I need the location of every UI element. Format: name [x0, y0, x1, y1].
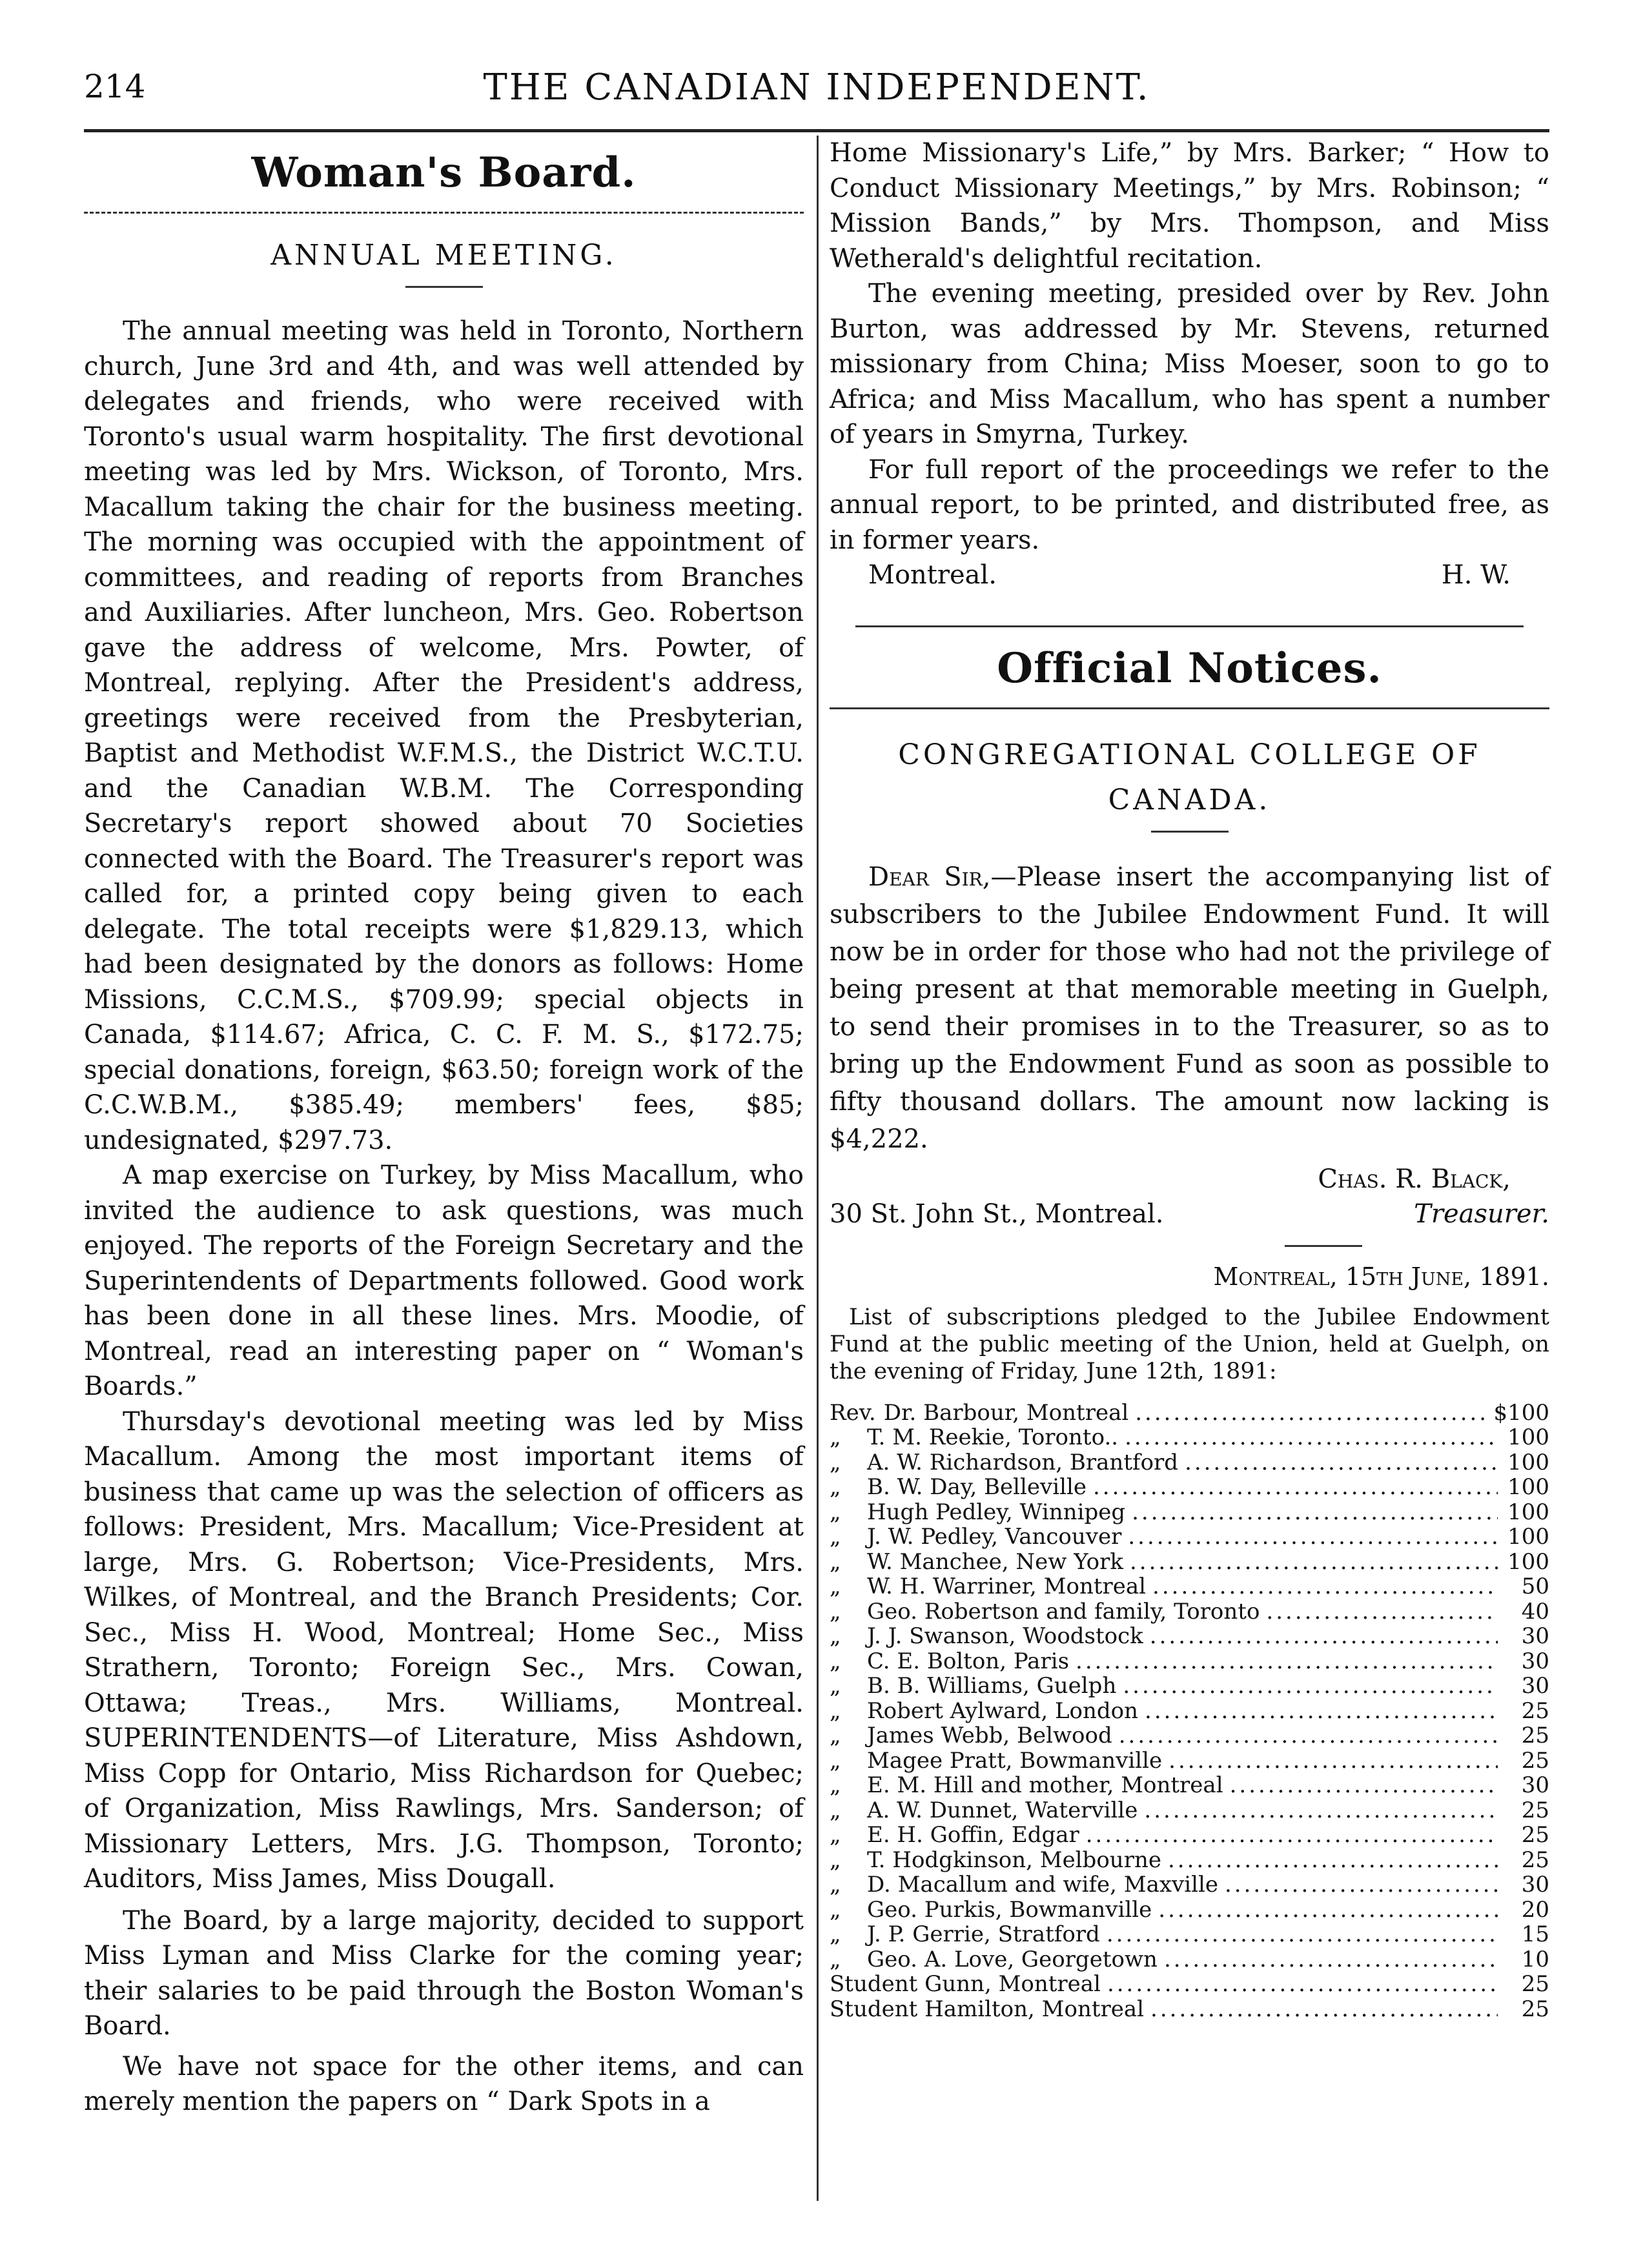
subscriber-name [830, 1524, 1121, 1550]
subscription-amount: 25 [1521, 1747, 1549, 1774]
subscription-list [830, 1401, 1549, 2022]
article-paragraph: For full report of the proceedings we refer to the annual report, to be printed, and distributed free, as in former years. [830, 454, 1549, 555]
subscriber-text: Geo. Purkis, Bowmanville [867, 1896, 1152, 1923]
subscription-amount: 50 [1521, 1574, 1549, 1599]
subscription-amount: 15 [1521, 1921, 1549, 1947]
subscriber-prefix: „ [830, 1449, 841, 1475]
subscription-row [830, 1947, 1549, 1972]
subscriber-prefix: „ [830, 1574, 841, 1599]
subscription-row [830, 1524, 1549, 1550]
subscription-row [830, 1798, 1549, 1823]
subscriber-text: Student Gunn, Montreal [830, 1971, 1101, 1997]
leader-dots [1266, 1599, 1498, 1625]
subscriber-text: Robert Aylward, London [867, 1697, 1139, 1724]
leader-dots [1168, 1748, 1498, 1774]
subscriber-text: T. M. Reekie, Toronto.. [867, 1424, 1119, 1450]
subscription-row [830, 1748, 1549, 1774]
subscriber-name [830, 1649, 1069, 1674]
leader-dots [1076, 1649, 1498, 1674]
subscription-row [830, 1649, 1549, 1674]
subscriber-text: J. P. Gerrie, Stratford [867, 1921, 1100, 1947]
subscriber-name [830, 1898, 1152, 1923]
subscription-row [830, 1997, 1549, 2022]
subscriber-prefix: „ [830, 1946, 841, 1972]
leader-dots [1119, 1723, 1498, 1748]
subscription-row [830, 1450, 1549, 1475]
leader-dots [1135, 1401, 1487, 1426]
subscription-amount: 100 [1507, 1424, 1549, 1450]
subscription-row [830, 1723, 1549, 1748]
subscriber-prefix: „ [830, 1747, 841, 1774]
subscriber-name [830, 1997, 1144, 2022]
subscriber-text: Geo. Robertson and family, Toronto [867, 1598, 1260, 1625]
subscriber-text: T. Hodgkinson, Melbourne [867, 1847, 1161, 1873]
subscriber-text: B. B. Williams, Guelph [867, 1673, 1117, 1699]
short-rule [405, 286, 483, 288]
subscriber-name [830, 1425, 1118, 1450]
subscriber-text: Geo. A. Love, Georgetown [867, 1946, 1158, 1972]
leader-dots [1125, 1425, 1498, 1450]
signature-initials: H. W. [1441, 560, 1511, 590]
signer-address-line [830, 1197, 1549, 1232]
leader-dots [1132, 1500, 1498, 1525]
signature-line [830, 558, 1549, 593]
section-rule [84, 212, 804, 214]
subscriber-text: J. J. Swanson, Woodstock [867, 1623, 1143, 1649]
subscription-row [830, 1823, 1549, 1848]
salutation: Dear Sir, [868, 862, 991, 892]
subscription-amount: 25 [1521, 1697, 1549, 1724]
subscription-amount: 30 [1521, 1872, 1549, 1898]
subscription-row [830, 1401, 1549, 1426]
running-title: THE CANADIAN INDEPENDENT. [483, 66, 1150, 108]
article-paragraph: The annual meeting was held in Toronto, Northern church, June 3rd and 4th, and was well attended by delegates and friends, who were received with Toronto's usual warm hospitality. The first devotional meeting was led by Mrs. Wickson, of Toronto, Mrs. Macallum taking the chair for the business meeting. The morning was occupied with the appointment of committees, and reading of reports from Branches and Auxiliaries. After luncheon, Mrs. Geo. Robertson gave the address of welcome, Mrs. Powter, of Montreal, replying. After the President's address, greetings were received from the Presbyterian, Baptist and Methodist W.F.M.S., the District W.C.T.U. and the Canadian W.B.M. The Corresponding Secretary's report showed about 70 Societies connected with the Board. The Treasurer's report was called for, a printed copy being given to each delegate. The total receipts were $1,829.13, which had been designated by the donors as follows: Home Missions, C.C.M.S., $709.99; special objects in Canada, $114.67; Africa, C. C. F. M. S., $172.75; special donations, foreign, $63.50; foreign work of the C.C.W.B.M., $385.49; members' fees, $85; undesignated, $297.73. [84, 316, 804, 1155]
subscription-amount: 25 [1521, 1797, 1549, 1823]
subscriber-text: W. H. Warriner, Montreal [867, 1574, 1147, 1599]
subscription-amount: 30 [1521, 1623, 1549, 1649]
leader-dots [1150, 1997, 1498, 2022]
subscriber-text: Hugh Pedley, Winnipeg [867, 1499, 1126, 1525]
leader-dots [1185, 1450, 1498, 1475]
subscriber-prefix: „ [830, 1697, 841, 1724]
subscriber-prefix: „ [830, 1524, 841, 1550]
subscriber-name [830, 1823, 1079, 1848]
subscription-amount: 100 [1507, 1474, 1549, 1500]
short-rule [1151, 831, 1229, 833]
subscriber-prefix: „ [830, 1797, 841, 1823]
leader-dots [1144, 1798, 1498, 1823]
subscription-amount: 25 [1521, 1723, 1549, 1748]
subscriber-text: A. W. Dunnet, Waterville [867, 1797, 1138, 1823]
leader-dots [1158, 1898, 1498, 1923]
signer-name: Chas. R. Black, [1318, 1164, 1511, 1194]
page-header [84, 61, 1549, 119]
subscriber-name [830, 1550, 1123, 1575]
subscriber-name [830, 1872, 1218, 1898]
subscriber-name [830, 1972, 1101, 1997]
subscriber-text: B. W. Day, Belleville [867, 1474, 1087, 1500]
page-number: 214 [84, 68, 146, 105]
subscription-amount: 100 [1507, 1524, 1549, 1550]
subscriber-name [830, 1599, 1260, 1625]
subscriber-prefix: „ [830, 1847, 841, 1873]
subscriber-prefix: „ [830, 1598, 841, 1625]
section-rule [830, 707, 1549, 709]
subscriber-name [830, 1624, 1143, 1649]
subscription-amount: 30 [1521, 1673, 1549, 1699]
column-divider [817, 136, 819, 2201]
article-paragraph: The Board, by a large majority, decided to support Miss Lyman and Miss Clarke for the coming year; their salaries to be paid through the Boston Woman's Board. [84, 1905, 804, 2041]
subscriber-name [830, 1773, 1223, 1798]
subscription-amount: 100 [1507, 1449, 1549, 1475]
subscriber-prefix: „ [830, 1424, 841, 1450]
subscription-amount: 100 [1507, 1499, 1549, 1525]
subscriber-prefix: Rev. [830, 1399, 876, 1426]
subscriber-name [830, 1500, 1125, 1525]
signer-title: Treasurer. [1414, 1199, 1549, 1229]
subscriber-prefix: „ [830, 1673, 841, 1699]
subscription-amount: 25 [1521, 1996, 1549, 2022]
subscription-amount: 25 [1521, 1971, 1549, 1997]
subscriber-text: A. W. Richardson, Brantford [867, 1449, 1179, 1475]
leader-dots [1093, 1475, 1498, 1500]
right-column [830, 136, 1549, 2233]
subscriber-name [830, 1475, 1087, 1500]
article-paragraph: The evening meeting, presided over by Rev. John Burton, was addressed by Mr. Stevens, returned missionary from China; Miss Moeser, soon to go to Africa; and Miss Macallum, who has spent a number of years in Smyrna, Turkey. [830, 279, 1549, 449]
college-heading-line-2: CANADA. [1108, 783, 1271, 816]
leader-dots [1107, 1922, 1498, 1947]
subscriber-prefix: „ [830, 1474, 841, 1500]
subscriber-text: W. Manchee, New York [867, 1548, 1123, 1575]
subscriber-prefix: „ [830, 1648, 841, 1674]
subscriber-text: E. M. Hill and mother, Montreal [867, 1772, 1223, 1798]
official-notices-title: Official Notices. [997, 643, 1382, 693]
leader-dots [1128, 1524, 1498, 1550]
leader-dots [1130, 1550, 1498, 1575]
article-paragraph: A map exercise on Turkey, by Miss Macallum, who invited the audience to ask questions, was much enjoyed. The reports of the Foreign Secretary and the Superintendents of Departments followed. Good work has been done in all these lines. Mrs. Moodie, of Montreal, read an interesting paper on “ Woman's Boards.” [84, 1160, 804, 1401]
subscription-row [830, 1475, 1549, 1500]
short-rule [1285, 1245, 1362, 1247]
leader-dots [1145, 1699, 1498, 1724]
subscriber-text: Dr. Barbour, Montreal [883, 1399, 1129, 1426]
subscription-row [830, 1500, 1549, 1525]
subscription-amount: $100 [1493, 1399, 1549, 1426]
subscriber-name [830, 1674, 1116, 1699]
address: 30 St. John St., Montreal. [830, 1199, 1164, 1229]
subscription-row [830, 1624, 1549, 1649]
subscription-row [830, 1773, 1549, 1798]
subscriber-prefix: „ [830, 1723, 841, 1748]
continued-paragraph: Home Missionary's Life,” by Mrs. Barker; “ How to Conduct Missionary Meetings,” by Mrs. Robinson; “ Mission Bands,” by Mrs. Thompson, and Miss Wetherald's delightful recitation. [830, 138, 1549, 274]
subscriber-text: J. W. Pedley, Vancouver [867, 1524, 1122, 1550]
subscription-row [830, 1872, 1549, 1898]
subscriber-prefix: „ [830, 1548, 841, 1575]
subscriber-name [830, 1748, 1162, 1774]
subscriber-prefix: „ [830, 1772, 841, 1798]
subscriber-prefix: „ [830, 1499, 841, 1525]
subscription-amount: 100 [1507, 1548, 1549, 1575]
subscriber-name [830, 1922, 1100, 1947]
subscriber-text: James Webb, Belwood [867, 1723, 1112, 1748]
subscription-row [830, 1922, 1549, 1947]
subscriber-prefix: „ [830, 1822, 841, 1848]
subscription-row [830, 1972, 1549, 1997]
subscription-amount: 25 [1521, 1847, 1549, 1873]
subscriber-text: E. H. Goffin, Edgar [867, 1822, 1079, 1848]
article-paragraph: Thursday's devotional meeting was led by Miss Macallum. Among the most important items of business that came up was the selection of officers as follows: President, Mrs. Macallum; Vice-President at large, Mrs. G. Robertson; Vice-Presidents, Mrs. Wilkes, of Montreal, and the Branch Presidents; Cor. Sec., Miss H. Wood, Montreal; Home Sec., Miss Strathern, Toronto; Foreign Sec., Mrs. Cowan, Ottawa; Treas., Mrs. Williams, Montreal. SUPERINTENDENTS—of Literature, Miss Ashdown, Miss Copp for Ontario, Miss Richardson for Quebec; of Organization, Miss Rawlings, Mrs. Sanderson; of Missionary Letters, Mrs. J.G. Thompson, Toronto; Auditors, Miss James, Miss Dougall. [84, 1406, 804, 1894]
dateline: Montreal, 15th June, 1891. [1213, 1262, 1549, 1291]
list-intro: List of subscriptions pledged to the Jubilee Endowment Fund at the public meeting of the Union, held at Guelph, on the evening of Friday, June 12th, 1891: [830, 1304, 1549, 1384]
header-rule [84, 129, 1549, 132]
leader-dots [1123, 1674, 1498, 1699]
subscription-row [830, 1699, 1549, 1724]
leader-dots [1086, 1823, 1498, 1848]
subscriber-text: D. Macallum and wife, Maxville [867, 1872, 1218, 1898]
annual-meeting-heading: ANNUAL MEETING. [270, 239, 617, 272]
leader-dots [1107, 1972, 1498, 1997]
leader-dots [1230, 1773, 1498, 1798]
subscription-row [830, 1848, 1549, 1873]
womans-board-title: Woman's Board. [251, 148, 637, 197]
subscription-amount: 40 [1521, 1598, 1549, 1625]
leader-dots [1168, 1848, 1498, 1873]
letter-text: —Please insert the accompanying list of subscribers to the Jubilee Endowment Fund. It will now be in order for those who had not the privilege of being present at that memorable meeting in Guelph, to send their promises in to the Treasurer, so as to bring up the Endowment Fund as soon as possible to fifty thousand dollars. The amount now lacking is $4,222. [830, 862, 1549, 1154]
article-paragraph: We have not space for the other items, and can merely mention the papers on “ Dark Spots in a [84, 2051, 804, 2116]
subscription-row [830, 1599, 1549, 1625]
subscriber-text: Magee Pratt, Bowmanville [867, 1747, 1163, 1774]
subscriber-name [830, 1450, 1178, 1475]
subscription-row [830, 1574, 1549, 1599]
section-rule [855, 625, 1524, 627]
subscriber-text: C. E. Bolton, Paris [867, 1648, 1070, 1674]
subscriber-name [830, 1848, 1161, 1873]
subscription-row [830, 1674, 1549, 1699]
subscription-amount: 10 [1521, 1946, 1549, 1972]
leader-dots [1164, 1947, 1498, 1972]
letter-body [830, 858, 1549, 1158]
subscriber-prefix: „ [830, 1921, 841, 1947]
left-column [84, 136, 804, 2233]
subscriber-prefix: „ [830, 1623, 841, 1649]
subscriber-prefix: „ [830, 1872, 841, 1898]
subscription-amount: 20 [1521, 1896, 1549, 1923]
subscription-amount: 25 [1521, 1822, 1549, 1848]
subscription-row [830, 1425, 1549, 1450]
subscriber-name [830, 1798, 1138, 1823]
subscriber-prefix: „ [830, 1896, 841, 1923]
subscriber-name [830, 1574, 1146, 1599]
leader-dots [1152, 1574, 1498, 1599]
subscription-amount: 30 [1521, 1648, 1549, 1674]
subscriber-name [830, 1947, 1158, 1972]
subscriber-name [830, 1401, 1128, 1426]
signature-place: Montreal. [868, 560, 997, 590]
subscription-row [830, 1898, 1549, 1923]
subscription-amount: 30 [1521, 1772, 1549, 1798]
leader-dots [1150, 1624, 1498, 1649]
subscriber-name [830, 1699, 1138, 1724]
leader-dots [1225, 1872, 1498, 1898]
subscription-row [830, 1550, 1549, 1575]
subscriber-name [830, 1723, 1112, 1748]
college-heading: CONGREGATIONAL COLLEGE OF [898, 738, 1481, 771]
subscriber-text: Student Hamilton, Montreal [830, 1996, 1145, 2022]
